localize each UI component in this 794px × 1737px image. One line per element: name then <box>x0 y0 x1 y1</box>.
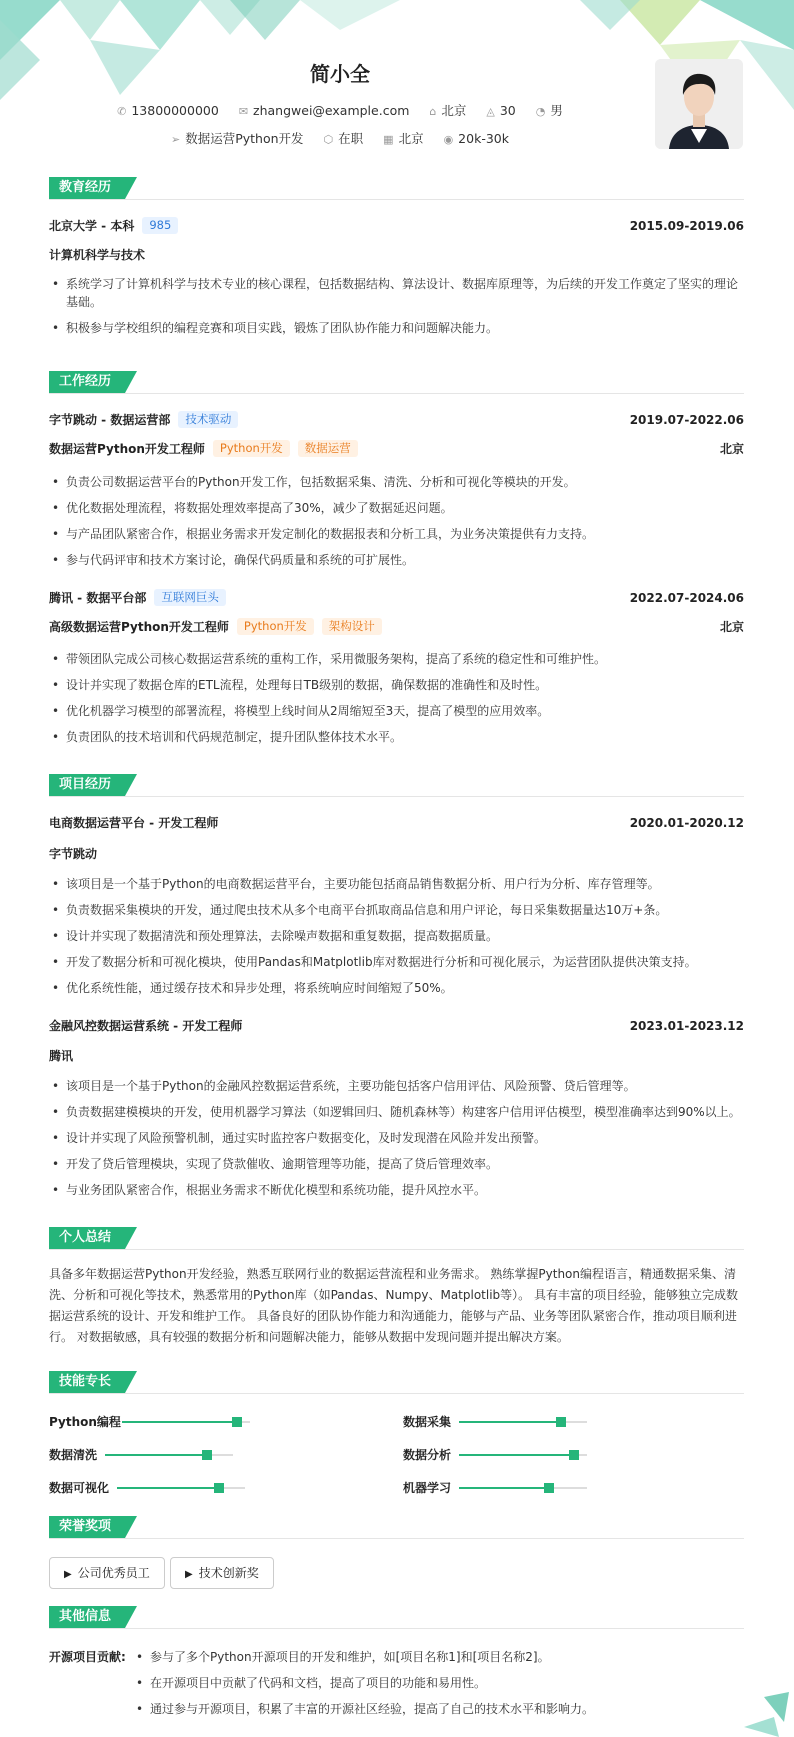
section-projects <box>49 774 744 796</box>
skill-tag: 数据运营 <box>298 440 358 457</box>
list-item: • 优化机器学习模型的部署流程，将模型上线时间从2周缩短至3天，提高了模型的应用效率。 <box>49 702 744 720</box>
project-company: 腾讯 <box>49 1049 74 1063</box>
gender-value: 男 <box>550 103 563 118</box>
company-name: 字节跳动 - 数据运营部 <box>49 413 171 427</box>
skill-fill <box>117 1487 219 1489</box>
list-item: • 参与代码评审和技术方案讨论，确保代码质量和系统的可扩展性。 <box>49 551 744 569</box>
salary <box>444 131 509 146</box>
job-bullets <box>49 650 744 754</box>
project-company-row <box>49 845 744 863</box>
skill-item <box>49 1413 309 1431</box>
section-title: 工作经历 <box>49 371 125 393</box>
phone-value: 13800000000 <box>131 103 219 118</box>
project-company: 字节跳动 <box>49 847 98 861</box>
job-date: 2022.07-2024.06 <box>629 591 744 605</box>
list-item: • 设计并实现了风险预警机制，通过实时监控客户数据变化，及时发现潜在风险并发出预警。 <box>49 1129 744 1147</box>
status <box>324 129 364 147</box>
list-item: • 该项目是一个基于Python的金融风控数据运营系统，主要功能包括客户信用评估、风险预警、贷后管理等。 <box>49 1077 744 1095</box>
skill-item <box>49 1479 309 1497</box>
list-item: • 与产品团队紧密合作，根据业务需求开发定制化的数据报表和分析工具，为业务决策提供有力支持。 <box>49 525 744 543</box>
list-item: • 与业务团队紧密合作，根据业务需求不断优化模型和系统功能，提升风控水平。 <box>49 1181 744 1199</box>
location-value: 北京 <box>441 103 467 118</box>
job-date: 2019.07-2022.06 <box>629 413 744 427</box>
job-bullets <box>49 473 744 577</box>
list-item: • 开发了贷后管理模块，实现了贷款催收、逾期管理等功能，提高了贷后管理效率。 <box>49 1155 744 1173</box>
skill-knob <box>544 1483 554 1493</box>
coin-icon: ◉ <box>443 133 454 146</box>
home-icon: ⌂ <box>429 105 437 118</box>
job-city: 北京 <box>719 442 744 456</box>
list-item: • 优化数据处理流程，将数据处理效率提高了30%，减少了数据延迟问题。 <box>49 499 744 517</box>
major-row <box>49 246 744 264</box>
email-value: zhangwei@example.com <box>253 103 410 118</box>
section-skills <box>49 1371 744 1393</box>
skill-fill <box>459 1421 561 1423</box>
skill-tag: Python开发 <box>237 618 314 635</box>
cake-icon: ◬ <box>486 105 495 118</box>
city-value: 北京 <box>398 131 424 146</box>
list-item: • 通过参与开源项目，积累了丰富的开源社区经验，提高了自己的技术水平和影响力。 <box>133 1700 744 1718</box>
candidate-name: 简小全 <box>310 62 370 86</box>
skill-name: 数据可视化 <box>49 1481 110 1495</box>
skill-tag: 架构设计 <box>322 618 382 635</box>
phone <box>117 103 219 118</box>
award-label: 公司优秀员工 <box>77 1566 150 1580</box>
project-date: 2020.01-2020.12 <box>629 816 744 830</box>
section-divider <box>49 1628 744 1629</box>
list-item: • 该项目是一个基于Python的电商数据运营平台，主要功能包括商品销售数据分析、用户行为分析、库存管理等。 <box>49 875 744 893</box>
skill-fill <box>459 1487 549 1489</box>
list-item: • 设计并实现了数据仓库的ETL流程，处理每日TB级别的数据，确保数据的准确性和及时性。 <box>49 676 744 694</box>
award-badge <box>170 1557 274 1589</box>
email <box>239 103 410 118</box>
list-item: • 负责团队的技术培训和代码规范制定，提升团队整体技术水平。 <box>49 728 744 746</box>
position: 数据运营Python开发工程师 <box>49 442 205 456</box>
play-icon: ▶ <box>185 1569 193 1580</box>
company-name: 腾讯 - 数据平台部 <box>49 591 147 605</box>
gender-icon: ◔ <box>535 105 546 118</box>
skill-knob <box>232 1417 242 1427</box>
skill-name: 数据采集 <box>403 1415 452 1429</box>
section-divider <box>49 199 744 200</box>
section-divider <box>49 796 744 797</box>
list-item: • 带领团队完成公司核心数据运营系统的重构工作，采用微服务架构，提高了系统的稳定性和可维护性。 <box>49 650 744 668</box>
section-title: 个人总结 <box>49 1227 125 1249</box>
list-item: • 开发了数据分析和可视化模块，使用Pandas和Matplotlib库对数据进行分析和可视化展示，为运营团队提供决策支持。 <box>49 953 744 971</box>
job-city: 北京 <box>719 620 744 634</box>
award-badge <box>49 1557 165 1589</box>
list-item: • 系统学习了计算机科学与技术专业的核心课程，包括数据结构、算法设计、数据库原理等，为后续的开发工作奠定了坚实的理论基础。 <box>49 275 744 311</box>
skill-knob <box>556 1417 566 1427</box>
section-other <box>49 1606 744 1628</box>
skill-bar <box>122 1421 250 1423</box>
mail-icon: ✉ <box>238 105 249 118</box>
skill-bar <box>105 1454 233 1456</box>
project-header <box>49 1017 744 1035</box>
job-header <box>49 411 744 429</box>
education-date: 2015.09-2019.06 <box>629 219 744 233</box>
location <box>429 101 466 119</box>
award-label: 技术创新奖 <box>198 1566 259 1580</box>
list-item: • 负责公司数据运营平台的Python开发工作，包括数据采集、清洗、分析和可视化等模块的开发。 <box>49 473 744 491</box>
section-work <box>49 371 744 393</box>
job-title-value: 数据运营Python开发 <box>185 131 304 146</box>
education-bullets <box>49 275 744 345</box>
skill-knob <box>214 1483 224 1493</box>
position: 高级数据运营Python开发工程师 <box>49 620 229 634</box>
skill-knob <box>569 1450 579 1460</box>
other-label: 开源项目贡献: <box>49 1650 126 1664</box>
salary-value: 20k-30k <box>458 131 509 146</box>
avatar <box>655 59 743 149</box>
project-header <box>49 814 744 832</box>
skill-name: 机器学习 <box>403 1481 452 1495</box>
list-item: • 负责数据采集模块的开发，通过爬虫技术从多个电商平台抓取商品信息和用户评论，每日采集数据量达10万+条。 <box>49 901 744 919</box>
section-awards <box>49 1516 744 1538</box>
gender <box>536 101 563 119</box>
project-company-row <box>49 1047 744 1065</box>
job-header <box>49 589 744 607</box>
age <box>486 103 515 118</box>
project-date: 2023.01-2023.12 <box>629 1019 744 1033</box>
project-bullets <box>49 1077 744 1207</box>
skill-bar <box>459 1421 587 1423</box>
list-item: • 积极参与学校组织的编程竞赛和项目实践，锻炼了团队协作能力和问题解决能力。 <box>49 319 744 337</box>
skill-item <box>403 1479 663 1497</box>
project-name: 电商数据运营平台 - 开发工程师 <box>49 816 219 830</box>
expected-city <box>383 129 423 147</box>
section-divider <box>49 393 744 394</box>
section-title: 其他信息 <box>49 1606 125 1628</box>
open-source-contrib <box>49 1648 744 1726</box>
company-tag: 技术驱动 <box>178 411 238 428</box>
list-item: • 在开源项目中贡献了代码和文档，提高了项目的功能和易用性。 <box>133 1674 744 1692</box>
skill-fill <box>105 1454 207 1456</box>
status-value: 在职 <box>338 131 364 146</box>
skill-bar <box>459 1487 587 1489</box>
section-divider <box>49 1393 744 1394</box>
skill-bar <box>117 1487 245 1489</box>
section-divider <box>49 1249 744 1250</box>
section-title: 技能专长 <box>49 1371 125 1393</box>
section-summary <box>49 1227 744 1249</box>
school-tag: 985 <box>142 217 178 234</box>
job-intent-row <box>0 129 680 147</box>
contact-row <box>0 101 680 119</box>
age-value: 30 <box>499 103 516 118</box>
list-item: • 负责数据建模模块的开发，使用机器学习算法（如逻辑回归、随机森林等）构建客户信用评估模型，模型准确率达到90%以上。 <box>49 1103 744 1121</box>
skill-bar <box>459 1454 587 1456</box>
skill-name: 数据分析 <box>403 1448 452 1462</box>
list-item: • 参与了多个Python开源项目的开发和维护，如[项目名称1]和[项目名称2]。 <box>133 1648 744 1666</box>
skill-name: 数据清洗 <box>49 1448 98 1462</box>
summary-text: 具备多年数据运营Python开发经验，熟悉互联网行业的数据运营流程和业务需求。 熟练掌握Python编程语言，精通数据采集、清洗、分析和可视化等技术，熟悉常用的Python库（如Pandas、Numpy、Matplotlib等）。 具有丰富的项目经验，能够独立完成数据运营系统的设计、开发和维护工作。 具备良好的团队协作能力和沟通能力，能够与产品、业务等团队紧密合作，推动项目顺利进行。 对数据敏感，具有较强的数据分析和问题解决能力，能够从数据中发现问题并提出解决方案。 <box>49 1267 738 1344</box>
skill-tag: Python开发 <box>213 440 290 457</box>
section-title: 荣誉奖项 <box>49 1516 125 1538</box>
skill-fill <box>459 1454 574 1456</box>
position-row <box>49 618 744 636</box>
section-divider <box>49 1538 744 1539</box>
section-title: 项目经历 <box>49 774 125 796</box>
skill-item <box>403 1413 663 1431</box>
school-name: 北京大学 - 本科 <box>49 219 135 233</box>
send-icon: ➢ <box>171 133 181 146</box>
section-education <box>49 177 744 199</box>
skill-knob <box>202 1450 212 1460</box>
list-item: • 设计并实现了数据清洗和预处理算法，去除噪声数据和重复数据，提高数据质量。 <box>49 927 744 945</box>
job-title <box>171 129 304 147</box>
education-header <box>49 217 744 235</box>
play-icon: ▶ <box>64 1569 72 1580</box>
list-item: • 优化系统性能，通过缓存技术和异步处理，将系统响应时间缩短了50%。 <box>49 979 744 997</box>
skill-name: Python编程 <box>49 1415 121 1429</box>
position-row <box>49 440 744 458</box>
company-tag: 互联网巨头 <box>154 589 226 606</box>
building-icon: ▦ <box>383 133 394 146</box>
section-title: 教育经历 <box>49 177 125 199</box>
project-bullets <box>49 875 744 1005</box>
skill-item <box>403 1446 663 1464</box>
phone-icon: ✆ <box>117 105 127 118</box>
project-name: 金融风控数据运营系统 - 开发工程师 <box>49 1019 243 1033</box>
major: 计算机科学与技术 <box>49 248 146 262</box>
skill-item <box>49 1446 309 1464</box>
status-icon: ⬡ <box>323 133 334 146</box>
skill-fill <box>122 1421 237 1423</box>
